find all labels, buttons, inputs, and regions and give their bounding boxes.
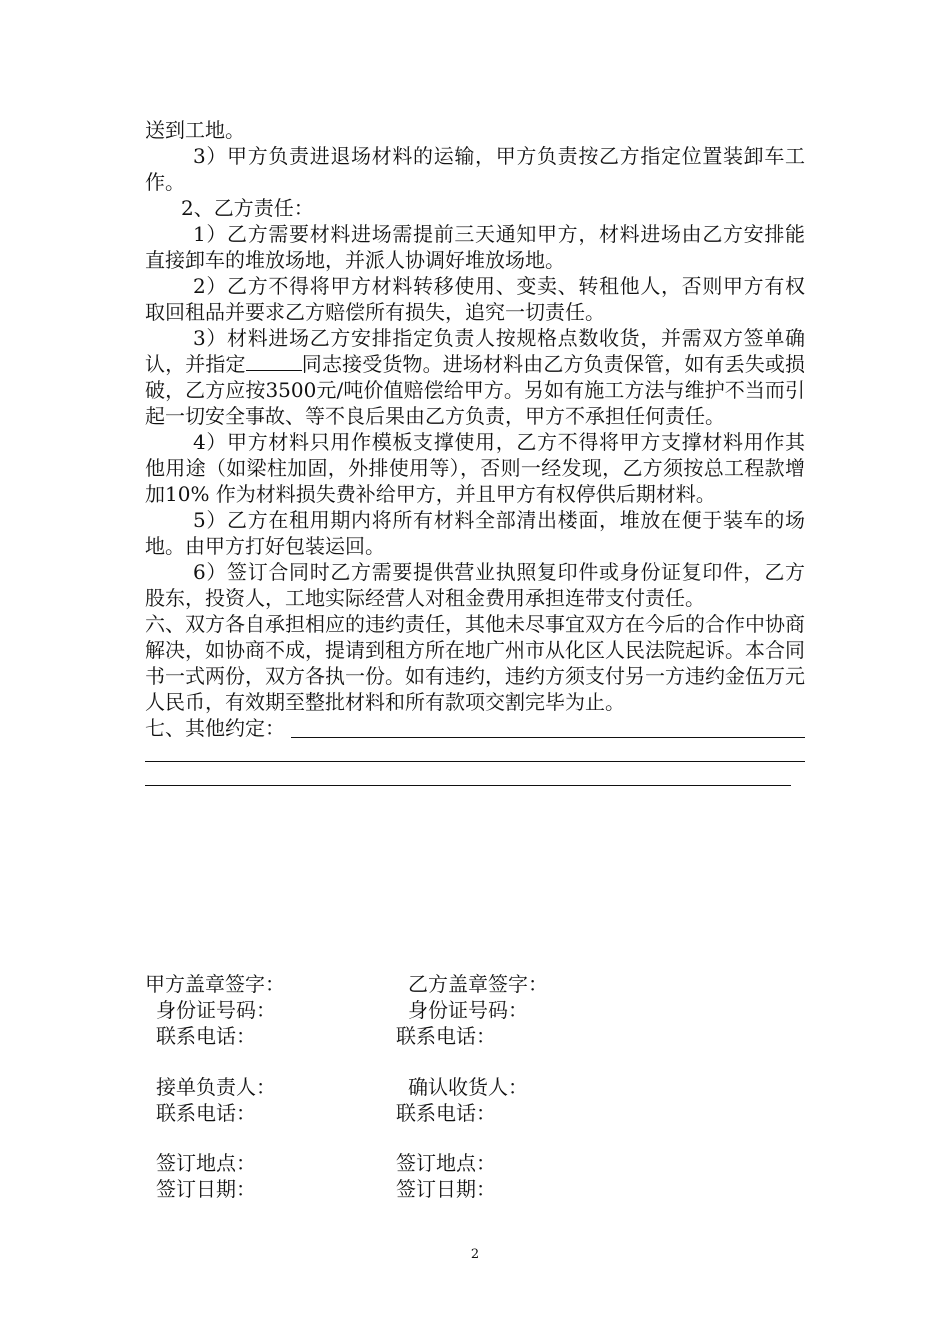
paragraph-party-b-item-2: 2）乙方不得将甲方材料转移使用、变卖、转租他人，否则甲方有权取回租品并要求乙方赔偿所有损失，追究一切责任。 <box>145 274 805 324</box>
party-a-date-label: 签订日期： <box>156 1177 256 1201</box>
paragraph-party-b-item-6: 6）签订合同时乙方需要提供营业执照复印件或身份证复印件，乙方股东，投资人，工地实际经营人对租金费用承担连带支付责任。 <box>145 560 805 610</box>
other-terms-line-3[interactable] <box>145 765 791 786</box>
heading-party-b-duties: 2、乙方责任： <box>181 196 314 220</box>
paragraph-party-b-item-3 <box>145 325 805 429</box>
party-b-person-phone-label: 联系电话： <box>396 1101 496 1125</box>
party-b-phone-label: 联系电话： <box>396 1024 496 1048</box>
party-a-place-label: 签订地点： <box>156 1151 256 1175</box>
item-3-text-before: 3）材料进场乙方安排指定负责人按规格点数收货，并需双方签单确认，并指定 <box>145 326 805 376</box>
other-terms-row-2 <box>145 741 805 767</box>
party-a-person-label: 接单负责人： <box>156 1075 276 1099</box>
party-a-seal-label: 甲方盖章签字： <box>145 972 285 996</box>
page-number: 2 <box>470 1247 480 1262</box>
item-3-text-after: 同志接受货物。进场材料由乙方负责保管，如有丢失或损破，乙方应按3500元/吨价值赔偿给甲方。另如有施工方法与维护不当而引起一切安全事故、等不良后果由乙方负责，甲方不承担任何责任。 <box>145 352 806 428</box>
party-a-person-phone-label: 联系电话： <box>156 1101 256 1125</box>
party-b-seal-label: 乙方盖章签字： <box>408 972 548 996</box>
clause-six-liability: 六、双方各自承担相应的违约责任，其他未尽事宜双方在今后的合作中协商解决，如协商不成，提请到租方所在地广州市从化区人民法院起诉。本合同书一式两份，双方各执一份。如有违约，违约方须支付另一方违约金伍万元人民币，有效期至整批材料和所有款项交割完毕为止。 <box>145 612 805 714</box>
party-b-date-label: 签订日期： <box>396 1177 496 1201</box>
party-a-id-label: 身份证号码： <box>156 998 276 1022</box>
party-b-person-label: 确认收货人： <box>408 1075 528 1099</box>
clause-seven-row <box>145 715 805 741</box>
party-b-place-label: 签订地点： <box>396 1151 496 1175</box>
party-a-phone-label: 联系电话： <box>156 1024 256 1048</box>
other-terms-row-3 <box>145 767 805 793</box>
contract-body <box>145 117 805 793</box>
other-terms-line-2[interactable] <box>145 741 805 762</box>
paragraph-party-b-item-4: 4）甲方材料只用作模板支撑使用，乙方不得将甲方支撑材料用作其他用途（如梁柱加固，外排使用等），否则一经发现，乙方须按总工程款增加10% 作为材料损失费补给甲方，并且甲方有权停供后期材料。 <box>145 430 805 506</box>
paragraph-party-a-item-3: 3）甲方负责进退场材料的运输，甲方负责按乙方指定位置装卸车工作。 <box>145 144 805 194</box>
other-terms-line-1[interactable] <box>291 717 805 738</box>
party-b-id-label: 身份证号码： <box>408 998 528 1022</box>
clause-seven-label: 七、其他约定： <box>145 716 285 740</box>
paragraph-delivery-continued: 送到工地。 <box>145 118 245 142</box>
designee-blank-field[interactable] <box>246 352 302 371</box>
paragraph-party-b-item-1: 1）乙方需要材料进场需提前三天通知甲方，材料进场由乙方安排能直接卸车的堆放场地，并派人协调好堆放场地。 <box>145 222 805 272</box>
paragraph-party-b-item-5: 5）乙方在租用期内将所有材料全部清出楼面，堆放在便于装车的场地。由甲方打好包装运回。 <box>145 508 805 558</box>
